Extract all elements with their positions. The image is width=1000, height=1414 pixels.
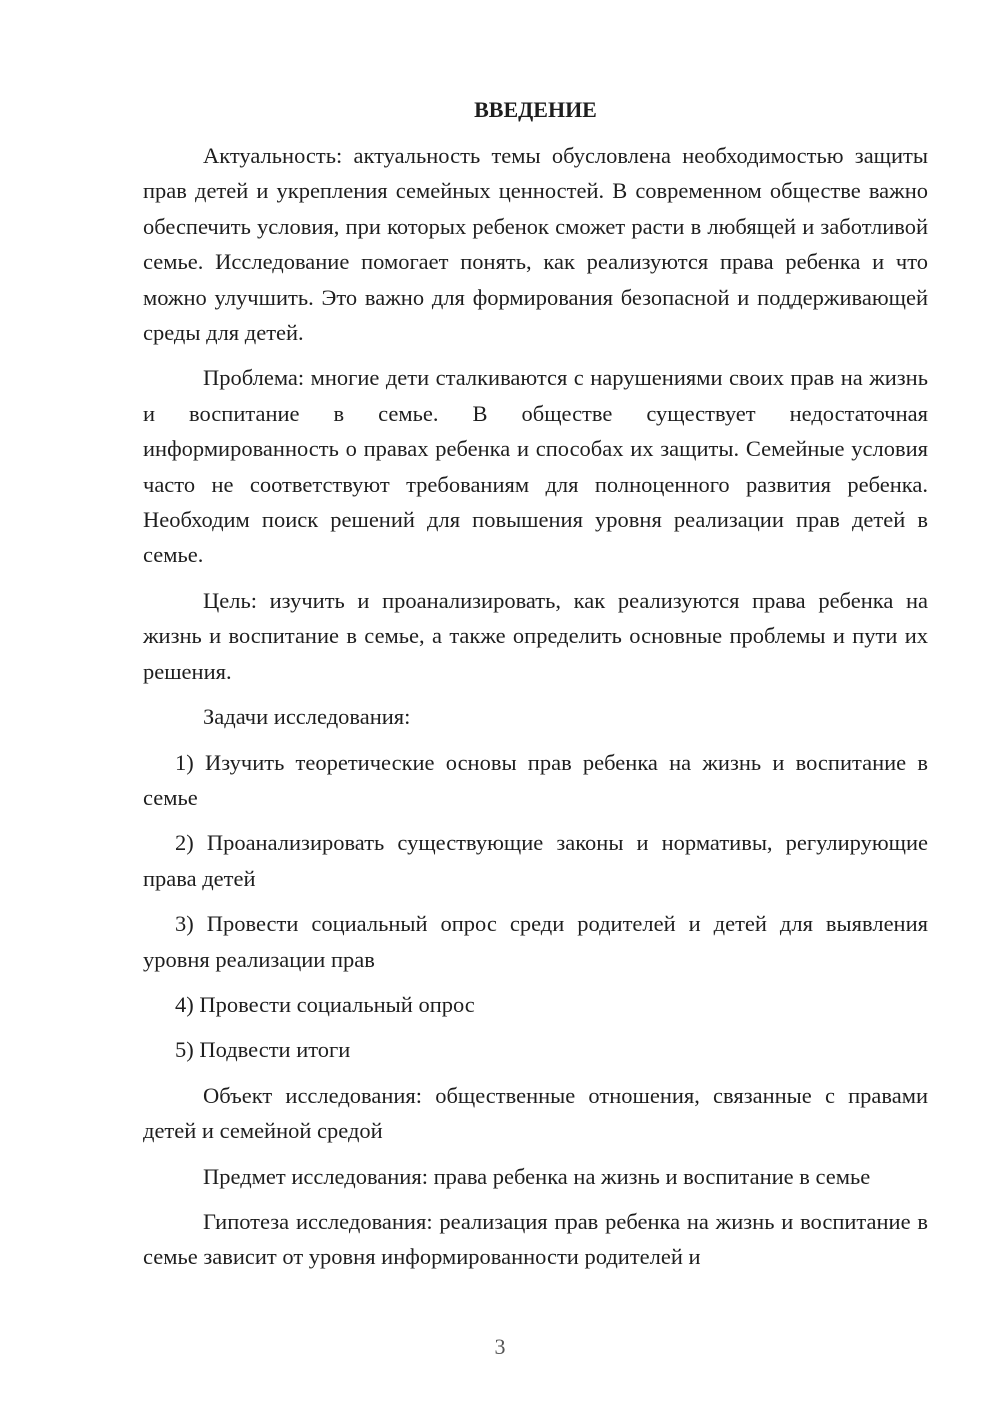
task-item-1: 1) Изучить теоретические основы прав ребенка на жизнь и воспитание в семье	[143, 749, 928, 810]
task-item-5: 5) Подвести итоги	[175, 1037, 351, 1063]
task-item-3: 3) Провести социальный опрос среди родителей и детей для выявления уровня реализации прав	[143, 911, 928, 972]
paragraph-problem: Проблема: многие дети сталкиваются с нарушениями своих прав на жизнь и воспитание в семье. В обществе существует недостаточная информированность о правах ребенка и способах их защиты. Семейные условия часто не соответствуют требованиям для полноценного развития ребенка. Необходим поиск решений для повышения уровня реализации прав детей в семье.	[143, 365, 928, 568]
paragraph-subject: Предмет исследования: права ребенка на жизнь и воспитание в семье	[203, 1163, 871, 1189]
document-heading: ВВЕДЕНИЕ	[474, 97, 597, 122]
tasks-title: Задачи исследования:	[203, 704, 411, 730]
paragraph-relevance: Актуальность: актуальность темы обусловлена необходимостью защиты прав детей и укрепления семейных ценностей. В современном обществе важно обеспечить условия, при которых ребенок сможет расти в любящей и заботливой семье. Исследование помогает понять, как реализуются права ребенка и что можно улучшить. Это важно для формирования безопасной и поддерживающей среды для детей.	[143, 143, 928, 346]
paragraph-goal: Цель: изучить и проанализировать, как реализуются права ребенка на жизнь и воспитание в семье, а также определить основные проблемы и пути их решения.	[143, 587, 928, 684]
paragraph-hypothesis: Гипотеза исследования: реализация прав ребенка на жизнь и воспитание в семье зависит от уровня информированности родителей и	[143, 1208, 928, 1270]
page-number: 3	[494, 1334, 506, 1359]
paragraph-object: Объект исследования: общественные отношения, связанные с правами детей и семейной средой	[143, 1082, 928, 1144]
document-page	[143, 92, 928, 1285]
task-item-4: 4) Провести социальный опрос	[175, 991, 475, 1017]
task-item-2: 2) Проанализировать существующие законы и нормативы, регулирующие права детей	[143, 830, 928, 891]
